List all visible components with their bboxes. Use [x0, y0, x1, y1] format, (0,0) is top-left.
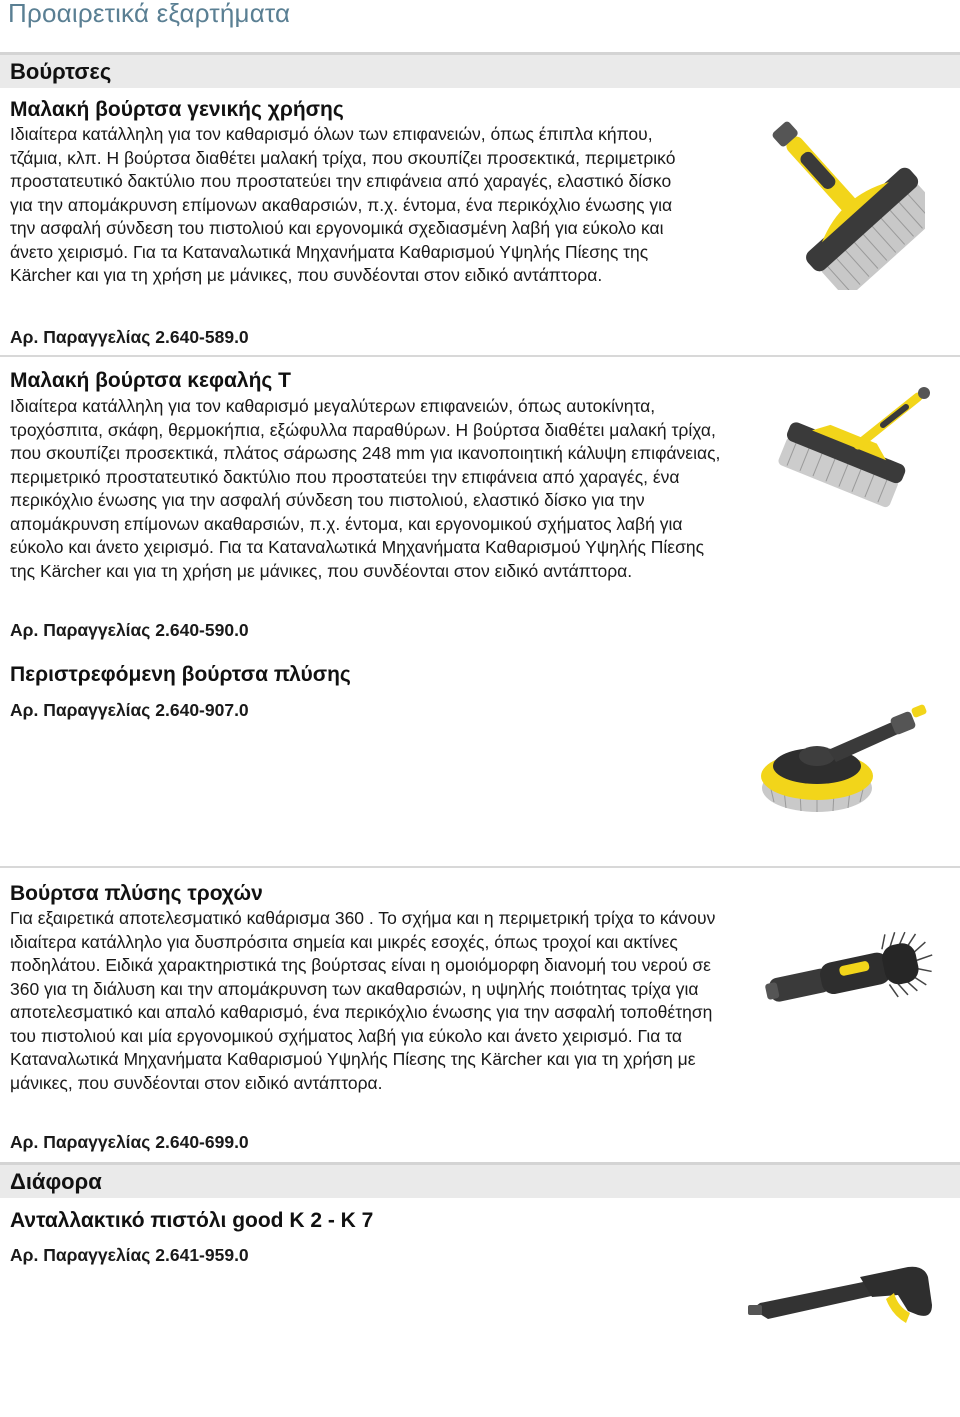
- order-number: Αρ. Παραγγελίας 2.641-959.0: [10, 1245, 249, 1265]
- item-title: Περιστρεφόμενη βούρτσα πλύσης: [10, 663, 351, 686]
- section-header-misc: [0, 1162, 960, 1198]
- item-description: Για εξαιρετικά αποτελεσματικό καθάρισμα 360 . Το σχήμα και η περιμετρική τρίχα το κάνουν ιδιαίτερα κατάλληλο για δυσπρόσιτα σημεία και μικρές εσοχές, όπως τροχοί και ακτίνες ποδηλάτου. Ειδικά χαρακτηριστικά της βούρτσας είναι η ομοιόμορφη διανομή του νερού σε 360 για τη διάλυση και την απομάκρυνση των ακαθαρσιών, η υψηλής ποιότητας τρίχα για αποτελεσματικό και απαλό καθαρισμό, ένα περικόχλιο ένωσης για την ασφαλή τοποθέτηση του πιστολιού και μία εργονομικού σχήματος λαβή για εύκολο και άνετο χειρισμό. Για τα Καταναλωτικά Μηχανήματα Καθαρισμού Υψηλής Πίεσης της Kärcher και για τη χρήση με μάνικες, που συνδέονται στον ειδικό αντάπτορα.: [10, 908, 716, 1093]
- order-number: Αρ. Παραγγελίας 2.640-589.0: [10, 327, 249, 347]
- divider: [0, 355, 960, 357]
- order-number: Αρ. Παραγγελίας 2.640-907.0: [10, 700, 249, 720]
- section-title: Βούρτσες: [10, 59, 112, 84]
- item-description: Ιδιαίτερα κατάλληλη για τον καθαρισμό μεγαλύτερων επιφανειών, όπως αυτοκίνητα, τροχόσπιτα, σκάφη, θερμοκήπια, εξώφυλλα παραθύρων. Η βούρτσα διαθέτει μαλακή τρίχα, που σκουπίζει προσεκτικά, πλάτος σάρωσης 248 mm για ικανοποιητική κάλυψη επιφάνειας, περιμετρικό προστατευτικό δακτύλιο που προστατεύει την επιφάνεια από χαραγές, ένα περικόχλιο ένωσης για την ασφαλή σύνδεση του πιστολιού, ελαστικό δίσκο για την απομάκρυνση επίμονων ακαθαρσιών, π.χ. έντομα, και εργονομικού σχήματος λαβή για εύκολο και άνετο χειρισμό. Για τα Καταναλωτικά Μηχανήματα Καθαρισμού Υψηλής Πίεσης της Kärcher και για τη χρήση με μάνικες, που συνδέονται στον ειδικό αντάπτορα.: [10, 396, 721, 581]
- soft-brush-image: [755, 100, 925, 290]
- item-title: Ανταλλακτικό πιστόλι good K 2 - K 7: [10, 1209, 374, 1232]
- item-title: Βούρτσα πλύσης τροχών: [10, 882, 263, 905]
- rotating-wash-brush-image: [752, 690, 937, 830]
- section-title: Διάφορα: [10, 1169, 102, 1194]
- item-title: Μαλακή βούρτσα γενικής χρήσης: [10, 98, 344, 121]
- order-number: Αρ. Παραγγελίας 2.640-699.0: [10, 1132, 249, 1152]
- section-header-brushes: [0, 52, 960, 88]
- wheel-wash-brush-image: [760, 912, 945, 1032]
- divider: [0, 866, 960, 868]
- order-number: Αρ. Παραγγελίας 2.640-590.0: [10, 620, 249, 640]
- t-head-brush-image: [778, 385, 943, 515]
- replacement-gun-image: [748, 1255, 938, 1335]
- item-description: Ιδιαίτερα κατάλληλη για τον καθαρισμό όλων των επιφανειών, όπως έπιπλα κήπου, τζάμια, κλπ. Η βούρτσα διαθέτει μαλακή τρίχα, που σκουπίζει προσεκτικά, περιμετρικό προστατευτικό δακτύλιο που προστατεύει την επιφάνεια από χαραγές, ελαστικό δίσκο για την απομάκρυνση επίμονων ακαθαρσιών, π.χ. έντομα, ένα περικόχλιο ένωσης για την ασφαλή σύνδεση του πιστολιού και εργονομικά σχεδιασμένη λαβή για εύκολο και άνετο χειρισμό. Για τα Καταναλωτικά Μηχανήματα Καθαρισμού Υψηλής Πίεσης της Kärcher και για τη χρήση με μάνικες, που συνδέονται στον ειδικό αντάπτορα.: [10, 124, 676, 285]
- page-title: Προαιρετικά εξαρτήματα: [8, 0, 291, 28]
- item-title: Μαλακή βούρτσα κεφαλής T: [10, 369, 291, 392]
